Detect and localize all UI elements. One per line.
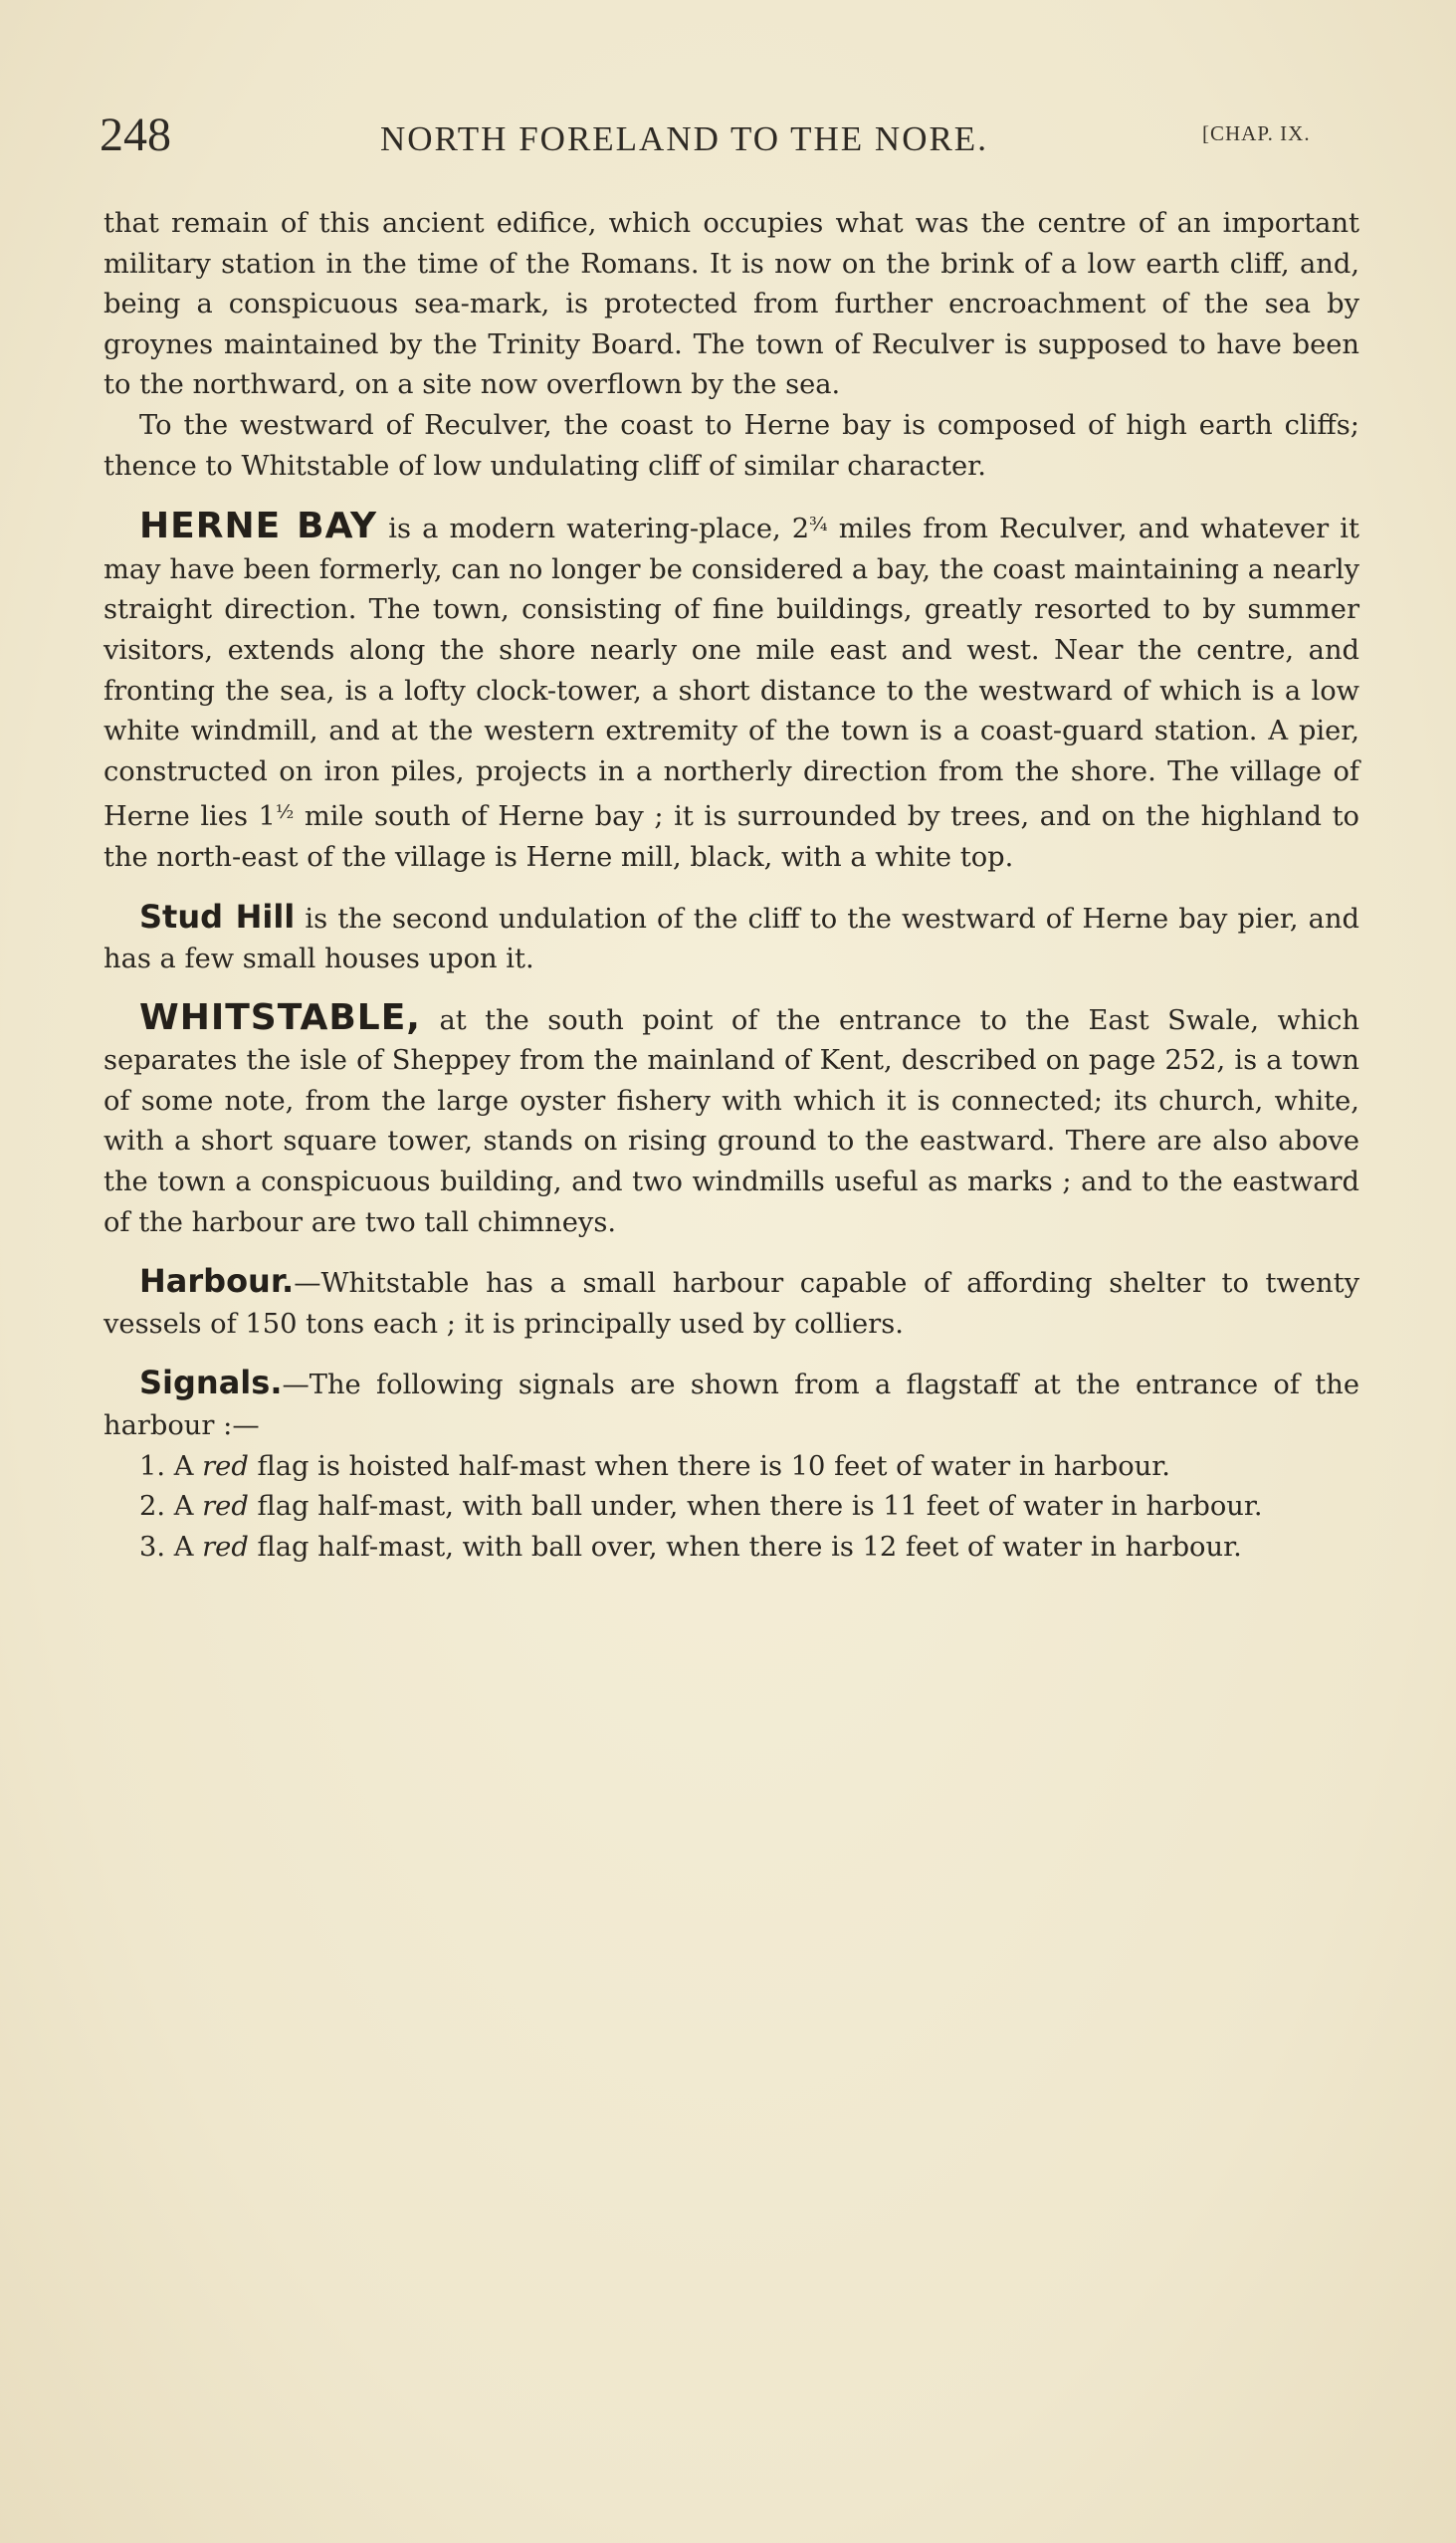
heading-herne-bay: HERNE BAY [139,506,378,547]
signal-item: 1. A red flag is hoisted half-mast when there is 10 feet of water in harbour. [139,1450,1170,1482]
page-number: 248 [100,108,171,161]
heading-stud-hill: Stud Hill [139,897,296,936]
heading-signals: Signals. [139,1364,283,1402]
running-header [100,107,1383,167]
paragraph-herne-bay: HERNE BAY is a modern watering-place, $2^{\frac{3}{4}}$ miles from Reculver, and whatever it may have been formerly, can no longer be considered a bay, the coast maintaining a nearly straight direction. The town, consisting of fine buildings, greatly resorted to by summer visitors, extends along the shore nearly one mile east and west. Near the centre, and fronting the sea, is a lofty clock-tower, a short distance to the westward of which is a low white windmill, and at the western extremity of the town is a coast-guard station. A pier, constructed on iron piles, projects in a northerly direction from the shore. The village of Herne lies $1^{\frac{1}{2}}$ mile south of Herne bay ; it is surrounded by trees, and on the highland to the north-east of the village is Herne mill, black, with a white top. [104,506,1360,873]
heading-whitstable: WHITSTABLE, [139,996,421,1038]
body-text [104,204,1359,1568]
paragraph-harbour: Harbour.—Whitstable has a small harbour capable of affording shelter to twenty vessels of 150 tons each ; it is principally used by colliers. [104,1262,1359,1340]
chapter-label: [CHAP. IX. [1202,121,1311,145]
paragraph-reculver: that remain of this ancient edifice, which occupies what was the centre of an important military station in the time of the Romans. It is now on the brink of a low earth cliff, and, being a conspicuous sea-mark, is protected from further encroachment of the sea by groynes maintained by the Trinity Board. The town of Reculver is supposed to have been to the northward, on a site now overflown by the sea. [104,208,1359,401]
signal-item: 2. A red flag half-mast, with ball under, when there is 11 feet of water in harbour. [139,1491,1263,1523]
paragraph-coast: To the westward of Reculver, the coast to Herne bay is composed of high earth cliffs; thence to Whitstable of low undulating cliff of similar character. [104,409,1359,482]
paragraph-stud-hill: Stud Hill is the second undulation of the cliff to the westward of Herne bay pier, and has a few small houses upon it. [104,897,1359,975]
paragraph-whitstable: WHITSTABLE, at the south point of the entrance to the East Swale, which separates the isle of Sheppey from the mainland of Kent, described on page 252, is a town of some note, from the large oyster fishery with which it is connected; its church, white, with a short square tower, stands on rising ground to the eastward. There are also above the town a conspicuous building, and two windmills useful as marks ; and to the eastward of the harbour are two tall chimneys. [104,996,1359,1238]
signal-item: 3. A red flag half-mast, with ball over, when there is 12 feet of water in harbour. [139,1531,1242,1563]
paragraph-signals: Signals.—The following signals are shown from a flagstaff at the entrance of the harbour :— [104,1364,1359,1442]
running-title: NORTH FORELAND TO THE NORE. [380,119,988,158]
heading-harbour: Harbour. [139,1262,295,1301]
